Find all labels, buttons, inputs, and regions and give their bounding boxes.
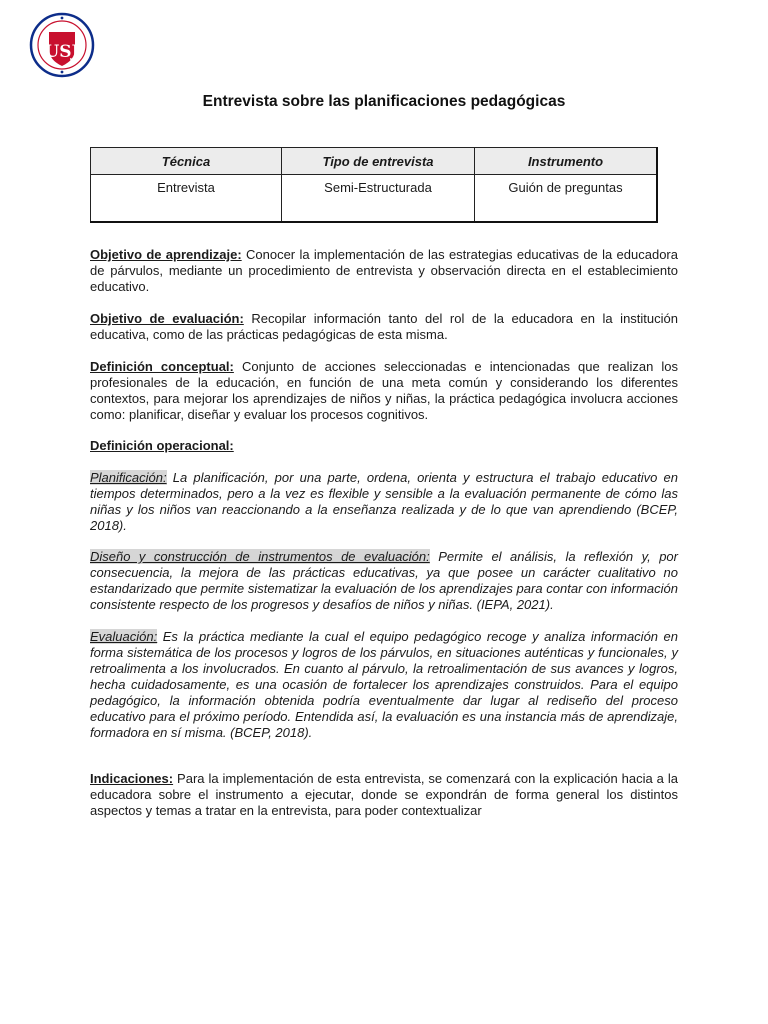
planificacion-paragraph [90,470,678,534]
evaluacion-paragraph [90,629,678,741]
diseno-label: Diseño y construcción de instrumentos de evaluación: [90,549,430,564]
objetivo-aprendizaje-text: Conocer la implementación de las estrategias educativas de la educadora de párvulos, mediante un procedimiento de entrevista y observación directa en el establecimiento educativo. [90,247,678,294]
cell-tecnica: Entrevista [91,175,282,223]
objetivo-evaluacion-text: Recopilar información tanto del rol de la educadora en la institución educativa, como de las prácticas pedagógicas de esta misma. [90,311,678,342]
indicaciones-paragraph [90,771,678,819]
diseno-paragraph [90,549,678,613]
definicion-operacional-label: Definición operacional: [90,438,234,453]
definicion-conceptual-paragraph [90,359,678,423]
indicaciones-label: Indicaciones: [90,771,174,786]
evaluacion-label: Evaluación: [90,629,158,644]
objetivo-aprendizaje-paragraph [90,247,678,295]
cell-tipo-entrevista: Semi-Estructurada [282,175,475,223]
definicion-operacional-heading [90,438,678,454]
table-row [91,175,658,223]
objetivo-aprendizaje-label: Objetivo de aprendizaje: [90,247,242,262]
indicaciones-text: Para la implementación de esta entrevista, se comenzará con la explicación hacia a la educadora sobre el instrumento a ejecutar, donde se expondrán de forma general los distintos aspectos y temas a tratar en la entrevista, para poder contextualizar [90,771,678,818]
planificacion-text: La planificación, por una parte, ordena, orienta y estructura el trabajo educativo en tiempos determinados, pero a la vez es flexible y sensible a la evaluación permanente de cómo las niñas y los niños van reaccionando a la enseñanza realizada y de lo que van aprendiendo (BCEP, 2018). [90,470,678,533]
header-instrumento: Instrumento [475,148,658,175]
header-tecnica: Técnica [91,148,282,175]
objetivo-evaluacion-paragraph [90,311,678,343]
table-header-row [91,148,658,175]
university-logo [24,12,100,78]
definicion-conceptual-label: Definición conceptual: [90,359,234,374]
objetivo-evaluacion-label: Objetivo de evaluación: [90,311,244,326]
cell-instrumento: Guión de preguntas [475,175,658,223]
planificacion-label: Planificación: [90,470,167,485]
evaluacion-text: Es la práctica mediante la cual el equipo pedagógico recoge y analiza información en forma sistemática de los procesos y logros de los párvulos, en situaciones auténticas y funcionales, y retroalimenta a los involucrados. En cuanto al párvulo, la retroalimentación de sus avances y logros, hecha cuidadosamente, es una ocasión de fortalecer los aprendizajes construidos. Para el equipo pedagógico, la información obtenida podría eventualmente dar lugar al rediseño del proceso educativo para el próximo período. Entendida así, la evaluación es una instancia más de aprendizaje, formadora en sí misma. (BCEP, 2018). [90,629,678,740]
metadata-table [90,147,658,223]
document-title: Entrevista sobre las planificaciones pedagógicas [202,93,566,110]
diseno-text: Permite el análisis, la reflexión y, por consecuencia, la mejora de las prácticas educativas, ya que posee un carácter cualitativo no estandarizado que permite sistematizar la evaluación de los aprendizajes para contar con información consistente respecto de los progresos y desafíos de niños y niñas. (IEPA, 2021). [90,549,678,612]
definicion-conceptual-text: Conjunto de acciones seleccionadas e intencionadas que realizan los profesionales de la educación, en función de una meta común y considerando los diferentes contextos, para mejorar los aprendizajes de niños y niñas, la práctica pedagógica involucra acciones como: planificar, diseñar y evaluar los procesos cognitivos. [90,359,678,422]
header-tipo-entrevista: Tipo de entrevista [282,148,475,175]
logo-letters: USJ [44,42,80,62]
